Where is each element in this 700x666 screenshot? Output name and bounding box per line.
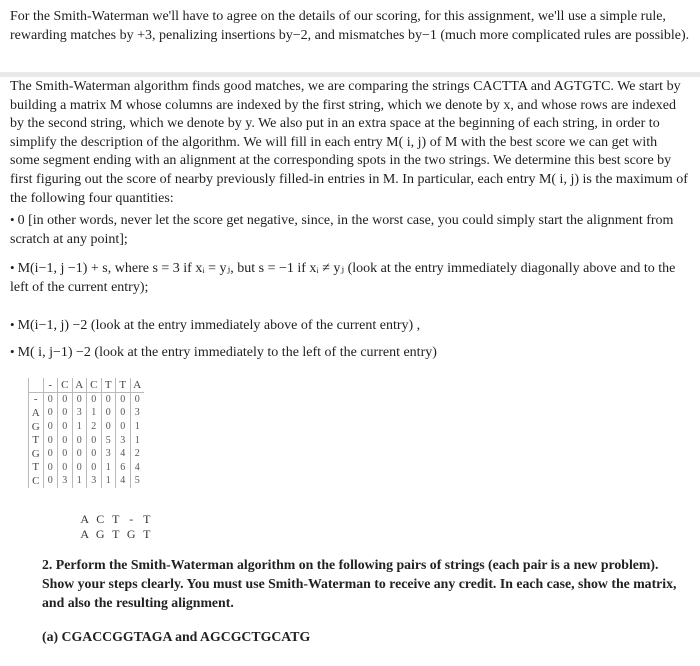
alignment-char: A xyxy=(80,512,90,526)
scoring-rules-paragraph: For the Smith-Waterman we'll have to agree on the details of our scoring, for this assignment, we'll use a simple rule, rewarding matches by +3, penalizing insertions by−2, and mismatches by−1 (much more complicated rules are possible). xyxy=(10,9,690,43)
matrix-column-header: C xyxy=(58,378,73,392)
matrix-cell: 1 xyxy=(72,420,87,434)
matrix-row-header: A xyxy=(29,406,44,420)
matrix-header-row xyxy=(29,378,145,392)
alignment-char: - xyxy=(129,512,134,526)
matrix-cell: 0 xyxy=(87,447,102,461)
matrix-row-header: T xyxy=(29,433,44,447)
matrix-cell: 3 xyxy=(58,474,73,488)
matrix-row-header: - xyxy=(29,392,44,406)
matrix-cell: 0 xyxy=(43,474,58,488)
matrix-cell: 0 xyxy=(58,447,73,461)
alignment-char: T xyxy=(112,512,120,526)
matrix-cell: 0 xyxy=(87,461,102,475)
bullet-icon: • xyxy=(10,344,15,359)
matrix-column-header: T xyxy=(101,378,116,392)
matrix-cell: 4 xyxy=(130,461,144,475)
bullet-icon: • xyxy=(10,212,15,227)
matrix-cell: 1 xyxy=(87,406,102,420)
matrix-cell: 5 xyxy=(130,474,144,488)
matrix-cell: 6 xyxy=(116,461,131,475)
matrix-cell: 0 xyxy=(58,392,73,406)
matrix-cell: 0 xyxy=(58,433,73,447)
alignment-char: T xyxy=(143,512,151,526)
matrix-row-header: G xyxy=(29,420,44,434)
matrix-row xyxy=(29,392,145,406)
alignment-char: G xyxy=(95,527,105,541)
matrix-cell: 0 xyxy=(58,420,73,434)
matrix-cell: 5 xyxy=(101,433,116,447)
matrix-cell: 0 xyxy=(130,392,144,406)
matrix-cell: 0 xyxy=(58,406,73,420)
matrix-corner xyxy=(29,378,44,392)
matrix-column-header: A xyxy=(130,378,144,392)
matrix-cell: 1 xyxy=(101,461,116,475)
matrix-cell: 4 xyxy=(116,447,131,461)
matrix-row xyxy=(29,433,145,447)
matrix-cell: 0 xyxy=(43,461,58,475)
alignment-char: G xyxy=(126,527,136,541)
matrix-cell: 1 xyxy=(130,433,144,447)
bullet-item: • M( i, j−1) −2 (look at the entry immediately to the left of the current entry) xyxy=(10,344,437,360)
problem-part-a: (a) CGACCGGTAGA and AGCGCTGCATG xyxy=(42,629,311,644)
matrix-column-header: C xyxy=(87,378,102,392)
bullet-icon: • xyxy=(10,260,15,275)
matrix-cell: 2 xyxy=(87,420,102,434)
matrix-cell: 0 xyxy=(72,461,87,475)
matrix-cell: 0 xyxy=(101,420,116,434)
alignment-bottom-row xyxy=(77,527,155,542)
matrix-cell: 3 xyxy=(101,447,116,461)
matrix-cell: 0 xyxy=(116,392,131,406)
alignment-char: A xyxy=(80,527,90,541)
matrix-cell: 3 xyxy=(130,406,144,420)
matrix-row xyxy=(29,406,145,420)
score-matrix xyxy=(28,378,144,488)
matrix-cell: 4 xyxy=(116,474,131,488)
matrix-cell: 0 xyxy=(101,406,116,420)
alignment-char: T xyxy=(143,527,151,541)
matrix-row-header: T xyxy=(29,461,44,475)
matrix-row-header: C xyxy=(29,474,44,488)
matrix-column-header: - xyxy=(43,378,58,392)
matrix-cell: 0 xyxy=(87,433,102,447)
matrix-row xyxy=(29,447,145,461)
section-divider xyxy=(0,72,700,77)
bullet-item: • 0 [in other words, never let the score get negative, since, in the worst case, you could simply start the alignment from scratch at any point]; xyxy=(10,212,674,247)
matrix-cell: 0 xyxy=(87,392,102,406)
matrix-cell: 0 xyxy=(58,461,73,475)
matrix-cell: 1 xyxy=(101,474,116,488)
matrix-cell: 0 xyxy=(43,406,58,420)
matrix-cell: 0 xyxy=(43,433,58,447)
bullet-item: • M(i−1, j −1) + s, where s = 3 if xᵢ = yⱼ, but s = −1 if xᵢ ≠ yⱼ (look at the entry immediately diagonally above and to the left of the current entry); xyxy=(10,260,676,295)
alignment-char: T xyxy=(112,527,120,541)
matrix-row xyxy=(29,474,145,488)
matrix-cell: 2 xyxy=(130,447,144,461)
problem-statement: 2. Perform the Smith-Waterman algorithm on the following pairs of strings (each pair is a new problem). Show your steps clearly. You must use Smith-Waterman to receive any credit. In each case, show the matrix, and also the resulting alignment. xyxy=(42,557,677,610)
matrix-cell: 1 xyxy=(130,420,144,434)
matrix-cell: 3 xyxy=(87,474,102,488)
matrix-row xyxy=(29,461,145,475)
matrix-cell: 0 xyxy=(72,392,87,406)
matrix-cell: 0 xyxy=(72,433,87,447)
matrix-row xyxy=(29,420,145,434)
matrix-row-header: G xyxy=(29,447,44,461)
matrix-cell: 0 xyxy=(43,447,58,461)
matrix-cell: 0 xyxy=(72,447,87,461)
algorithm-description-paragraph: The Smith-Waterman algorithm finds good matches, we are comparing the strings CACTTA and AGTGTC. We start by building a matrix M whose columns are indexed by the first string, which we denote by x, and whose rows are indexed by the second string, which we denote by y. We also put in an extra space at the beginning of each string, in order to simplify the description of the algorithm. We will fill in each entry M( i, j) of M with the best score we can get with some segment ending with an alignment at the corresponding spots in the two strings. We determine this best score by first figuring out the score of nearby previously filled-in entries in M. In particular, each entry M( i, j) is the maximum of the following four quantities: xyxy=(10,79,688,206)
alignment-char: C xyxy=(96,512,105,526)
matrix-cell: 0 xyxy=(101,392,116,406)
matrix-column-header: T xyxy=(116,378,131,392)
matrix-column-header: A xyxy=(72,378,87,392)
bullet-icon: • xyxy=(10,317,15,332)
matrix-cell: 0 xyxy=(116,406,131,420)
bullet-item: • M(i−1, j) −2 (look at the entry immediately above of the current entry) , xyxy=(10,317,421,333)
matrix-cell: 3 xyxy=(116,433,131,447)
matrix-cell: 0 xyxy=(116,420,131,434)
matrix-cell: 0 xyxy=(43,392,58,406)
alignment-top-row xyxy=(77,512,155,527)
matrix-cell: 3 xyxy=(72,406,87,420)
matrix-cell: 1 xyxy=(72,474,87,488)
matrix-cell: 0 xyxy=(43,420,58,434)
